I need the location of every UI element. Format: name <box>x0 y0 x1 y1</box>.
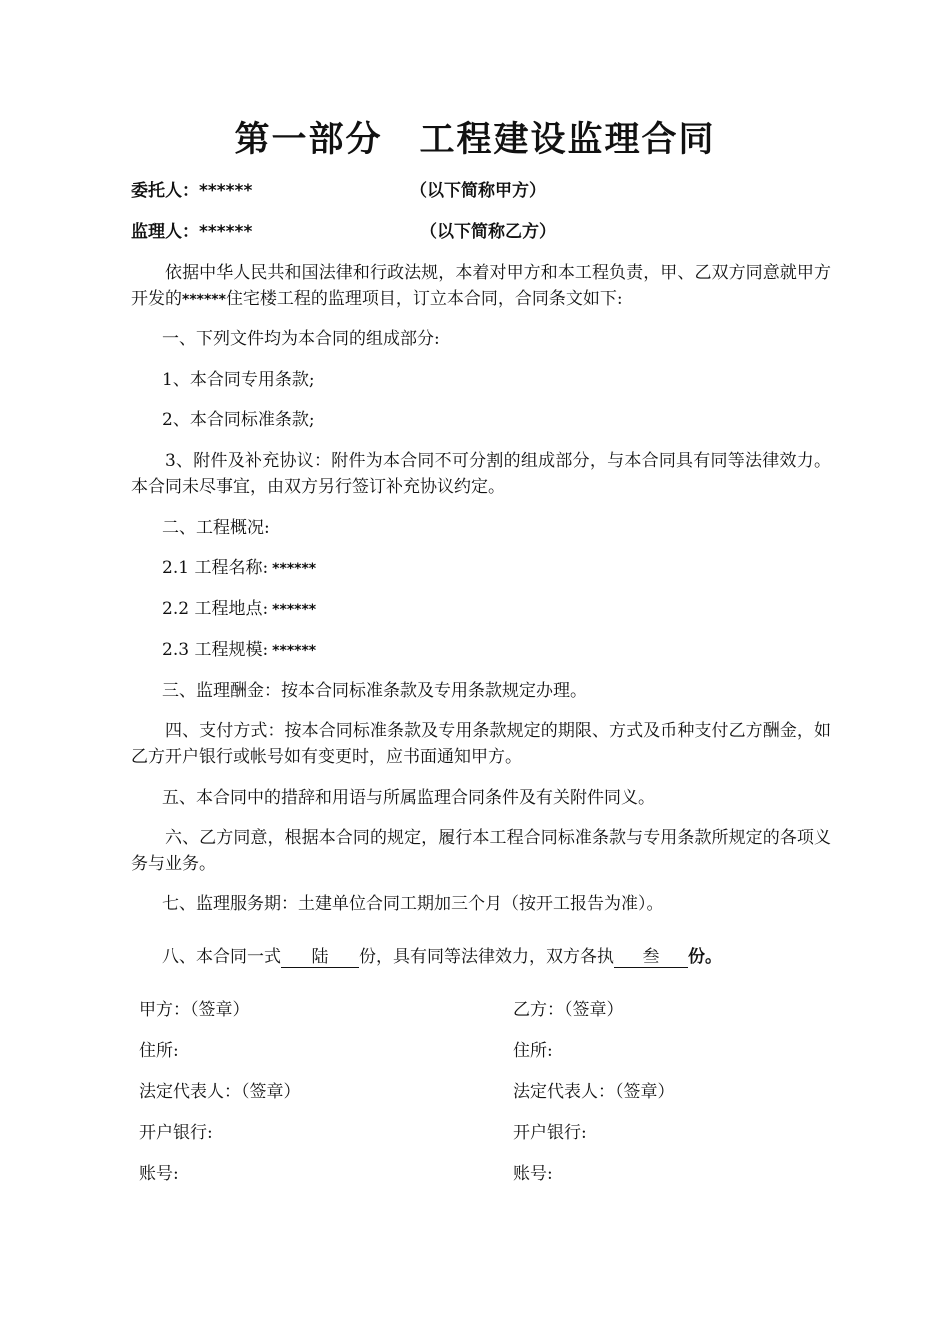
clause-1-2: 2、本合同标准条款; <box>162 410 315 430</box>
intro-project-placeholder: ****** <box>182 292 226 308</box>
clause-8-text-b: 份，具有同等法律效力，双方各执 <box>359 947 614 967</box>
party-b-seal: 乙方：（签章） <box>513 1000 624 1020</box>
copies-total: 陆 <box>281 947 359 968</box>
intro-text-after: 住宅楼工程的监理项目，订立本合同，合同条文如下: <box>225 289 623 309</box>
clause-4: 四、支付方式：按本合同标准条款及专用条款规定的期限、方式及币种支付乙方酬金，如乙方开户银行或帐号如有变更时，应书面通知甲方。 <box>131 721 831 767</box>
project-location-value: ****** <box>272 602 317 618</box>
clause-2-2 <box>162 598 316 621</box>
clause-3: 三、监理酬金：按本合同标准条款及专用条款规定办理。 <box>162 681 587 701</box>
intro-paragraph <box>131 260 831 313</box>
party-b-representative: 法定代表人：（签章） <box>513 1082 675 1102</box>
intro-text-before: 依据中华人民共和国法律和行政法规，本着对甲方和本工程负责，甲、乙双方同意就甲方开发的 <box>131 263 831 309</box>
copies-each: 叁 <box>614 947 688 968</box>
party-b-address: 住所: <box>513 1041 553 1061</box>
supervisor-note: （以下简称乙方） <box>420 222 556 242</box>
party-b-bank: 开户银行: <box>513 1123 587 1143</box>
clause-1-3: 3、附件及补充协议：附件为本合同不可分割的组成部分，与本合同具有同等法律效力。本合同未尽事宜，由双方另行签订补充协议约定。 <box>131 451 831 497</box>
party-b-account: 账号: <box>513 1164 553 1184</box>
supervisor-label: 监理人：****** <box>131 222 253 242</box>
clause-1: 一、下列文件均为本合同的组成部分: <box>162 329 440 349</box>
party-a-seal: 甲方：（签章） <box>139 1000 250 1020</box>
project-scale-label: 2.3 工程规模: <box>162 640 269 660</box>
project-name-label: 2.1 工程名称: <box>162 558 269 578</box>
client-note: （以下简称甲方） <box>410 181 546 201</box>
party-a-representative: 法定代表人：（签章） <box>139 1082 301 1102</box>
clause-8-text-a: 八、本合同一式 <box>162 947 281 967</box>
clause-8 <box>162 946 722 968</box>
clause-2-3 <box>162 639 316 662</box>
party-a-address: 住所: <box>139 1041 179 1061</box>
clause-1-1: 1、本合同专用条款; <box>162 370 315 390</box>
clause-5: 五、本合同中的措辞和用语与所属监理合同条件及有关附件同义。 <box>162 788 655 808</box>
project-location-label: 2.2 工程地点: <box>162 599 269 619</box>
project-scale-value: ****** <box>272 643 317 659</box>
project-name-value: ****** <box>272 561 317 577</box>
client-label: 委托人：****** <box>131 181 253 201</box>
party-a-account: 账号: <box>139 1164 179 1184</box>
clause-2: 二、工程概况: <box>162 518 270 538</box>
clause-8-text-c: 份。 <box>688 947 722 967</box>
page-title: 第一部分 工程建设监理合同 <box>234 120 716 160</box>
clause-2-1 <box>162 557 316 580</box>
party-a-bank: 开户银行: <box>139 1123 213 1143</box>
clause-7: 七、监理服务期：土建单位合同工期加三个月（按开工报告为准）。 <box>162 894 664 914</box>
clause-6: 六、乙方同意，根据本合同的规定，履行本工程合同标准条款与专用条款所规定的各项义务与业务。 <box>131 828 831 874</box>
